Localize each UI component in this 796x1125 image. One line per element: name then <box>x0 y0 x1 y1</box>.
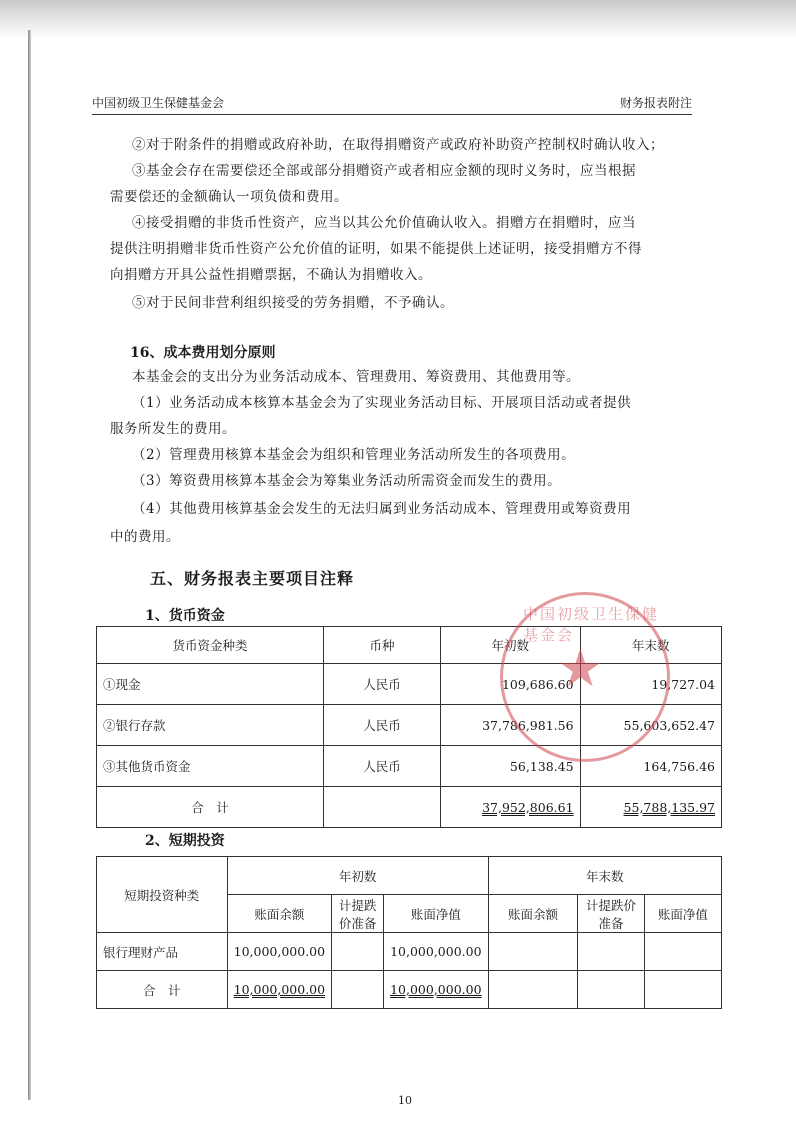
cash-row-name: ③其他货币资金 <box>97 746 324 787</box>
cash-total-end: 55,788,135.97 <box>623 799 715 815</box>
paragraph-line: 需要偿还的金额确认一项负债和费用。 <box>110 189 348 205</box>
inv-total-cell <box>644 971 721 1009</box>
scan-top-shadow <box>0 0 796 40</box>
cash-header-begin: 年初数 <box>441 627 581 664</box>
seal-text: 中国初级卫生保健基金会 <box>523 605 660 644</box>
cash-total-begin: 37,952,806.61 <box>482 799 574 815</box>
table-row <box>97 664 722 705</box>
cash-table <box>96 626 722 828</box>
table-row <box>97 933 722 971</box>
cash-row-end: 164,756.46 <box>580 746 721 787</box>
inv-header-type: 短期投资种类 <box>97 857 228 933</box>
inv-sub-header: 账面净值 <box>384 895 488 933</box>
page-header <box>92 92 692 115</box>
inv-total-cell: 10,000,000.00 <box>390 982 482 997</box>
inv-total-cell: 10,000,000.00 <box>233 982 326 997</box>
section16-title: 16、成本费用划分原则 <box>130 345 276 361</box>
inv-total-cell <box>488 971 578 1009</box>
inv-cell <box>332 933 384 971</box>
paragraph-line: ②对于附条件的捐赠或政府补助，在取得捐赠资产或政府补助资产控制权时确认收入； <box>132 137 664 153</box>
inv-sub-header: 计提跌价准备 <box>332 895 384 933</box>
star-icon: ★ <box>557 639 604 699</box>
inv-row-name: 银行理财产品 <box>97 933 228 971</box>
paragraph-line: 向捐赠方开具公益性捐赠票据，不确认为捐赠收入。 <box>110 267 432 283</box>
inv-total-cell <box>578 971 644 1009</box>
cash-row-begin: 109,686.60 <box>441 664 581 705</box>
inv-sub-header: 账面净值 <box>644 895 721 933</box>
inv-header-begin: 年初数 <box>227 857 488 895</box>
paragraph-line: （1）业务活动成本核算本基金会为了实现业务活动目标、开展项目活动或者提供 <box>132 395 632 411</box>
inv-cell <box>488 933 578 971</box>
cash-title: 1、货币资金 <box>145 608 225 624</box>
cash-row-begin: 56,138.45 <box>441 746 581 787</box>
paragraph-line: （3）筹资费用核算本基金会为筹集业务活动所需资金而发生的费用。 <box>132 473 562 489</box>
investment-table <box>96 856 722 1009</box>
inv-cell <box>644 933 721 971</box>
table-total-row <box>97 971 722 1009</box>
cash-total-currency <box>323 787 440 828</box>
paragraph-line: 本基金会的支出分为业务活动成本、管理费用、筹资费用、其他费用等。 <box>132 369 580 385</box>
inv-cell: 10,000,000.00 <box>227 933 331 971</box>
inv-sub-header: 账面余额 <box>488 895 578 933</box>
scan-left-edge <box>28 30 31 1100</box>
cash-row-currency: 人民币 <box>323 746 440 787</box>
cash-row-end: 55,603,652.47 <box>580 705 721 746</box>
cash-row-end: 19,727.04 <box>580 664 721 705</box>
cash-header-end: 年末数 <box>580 627 721 664</box>
inv-total-cell <box>332 971 384 1009</box>
cash-header-currency: 币种 <box>323 627 440 664</box>
inv-sub-header: 计提跌价准备 <box>578 895 644 933</box>
table-row <box>97 746 722 787</box>
paragraph-line: ⑤对于民间非营利组织接受的劳务捐赠，不予确认。 <box>132 295 454 311</box>
cash-row-currency: 人民币 <box>323 705 440 746</box>
cash-total-label: 合 计 <box>97 787 324 828</box>
cash-row-name: ①现金 <box>97 664 324 705</box>
paragraph-line: 服务所发生的费用。 <box>110 421 236 437</box>
cash-header-type: 货币资金种类 <box>97 627 324 664</box>
header-section: 财务报表附注 <box>619 96 692 110</box>
page-number: 10 <box>398 1094 412 1107</box>
paragraph-line: （4）其他费用核算基金会发生的无法归属到业务活动成本、管理费用或筹资费用 <box>132 501 632 517</box>
paragraph-line: （2）管理费用核算本基金会为组织和管理业务活动所发生的各项费用。 <box>132 447 576 463</box>
paragraph-line: 中的费用。 <box>110 529 180 545</box>
cash-row-currency: 人民币 <box>323 664 440 705</box>
cash-row-begin: 37,786,981.56 <box>441 705 581 746</box>
inv-cell: 10,000,000.00 <box>384 933 488 971</box>
inv-cell <box>578 933 644 971</box>
paragraph-line: ④接受捐赠的非货币性资产，应当以其公允价值确认收入。捐赠方在捐赠时，应当 <box>132 215 636 231</box>
inv-total-label: 合 计 <box>97 971 228 1009</box>
paragraph-line: ③基金会存在需要偿还全部或部分捐赠资产或者相应金额的现时义务时，应当根据 <box>132 163 636 179</box>
inv-header-end: 年末数 <box>488 857 721 895</box>
cash-row-name: ②银行存款 <box>97 705 324 746</box>
paragraph-line: 提供注明捐赠非货币性资产公允价值的证明，如果不能提供上述证明，接受捐赠方不得 <box>110 241 642 257</box>
table-total-row <box>97 787 722 828</box>
header-org: 中国初级卫生保健基金会 <box>92 96 225 110</box>
table-row <box>97 705 722 746</box>
investment-title: 2、短期投资 <box>145 833 225 849</box>
section5-title: 五、财务报表主要项目注释 <box>150 569 355 588</box>
inv-sub-header: 账面余额 <box>227 895 331 933</box>
